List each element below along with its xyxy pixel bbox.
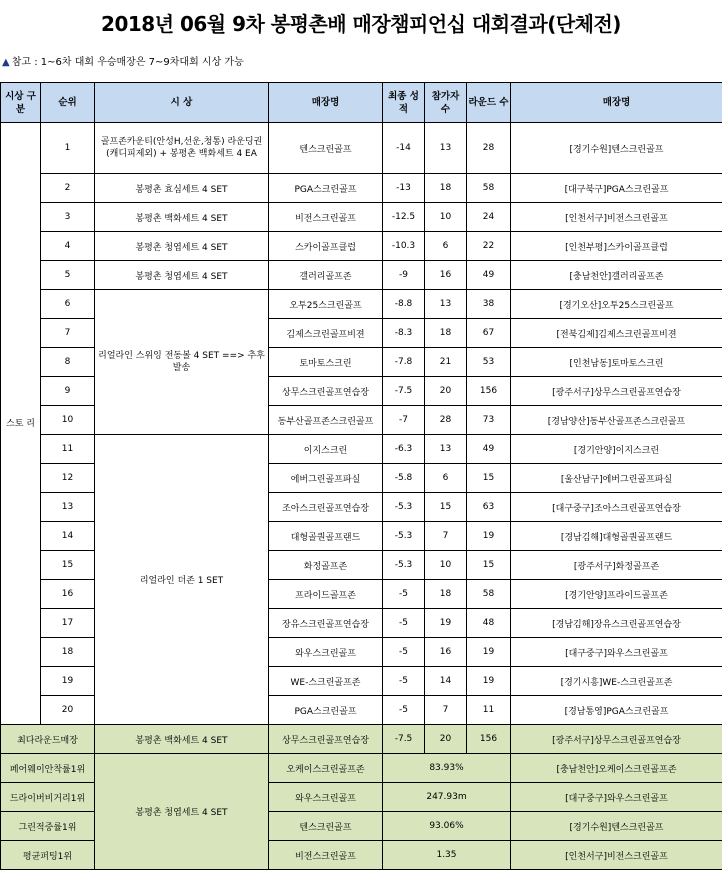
rounds-cell: 63 xyxy=(467,493,511,522)
prize-cell: 봉평촌 청엽세트 4 SET xyxy=(95,754,269,870)
header-rank: 순위 xyxy=(41,83,95,123)
value-cell: 1.35 xyxy=(383,841,511,870)
store-full-cell: [인천서구]비전스크린골프 xyxy=(511,841,722,870)
prize-cell: 골프존카운티(안성H,선운,청통) 라운딩권(캐디피제외) + 봉평촌 백화세트 4 EA xyxy=(95,123,269,174)
score-cell: -12.5 xyxy=(383,203,425,232)
rank-cell: 20 xyxy=(41,696,95,725)
score-cell: -6.3 xyxy=(383,435,425,464)
score-cell: -14 xyxy=(383,123,425,174)
score-cell: -5 xyxy=(383,609,425,638)
participants-cell: 21 xyxy=(425,348,467,377)
participants-cell: 19 xyxy=(425,609,467,638)
participants-cell: 18 xyxy=(425,319,467,348)
score-cell: -5 xyxy=(383,638,425,667)
table-row xyxy=(1,174,722,203)
store-cell: 화정골프존 xyxy=(269,551,383,580)
store-cell: 장유스크린골프연습장 xyxy=(269,609,383,638)
prize-cell: 리얼라인 더존 1 SET xyxy=(95,435,269,725)
header-rounds: 라운드 수 xyxy=(467,83,511,123)
score-cell: -5.8 xyxy=(383,464,425,493)
store-full-cell: [전북김제]김제스크린골프비젼 xyxy=(511,319,722,348)
category-cell: 최다라운드매장 xyxy=(1,725,95,754)
score-cell: -7 xyxy=(383,406,425,435)
table-row xyxy=(1,232,722,261)
note-label: 참고 : 1~6차 대회 우승매장은 7~9차대회 시상 가능 xyxy=(11,57,244,68)
store-full-cell: [경남김해]장유스크린골프연습장 xyxy=(511,609,722,638)
rank-cell: 9 xyxy=(41,377,95,406)
table-row xyxy=(1,435,722,464)
table-row xyxy=(1,290,722,319)
rank-cell: 15 xyxy=(41,551,95,580)
header-prize: 시 상 xyxy=(95,83,269,123)
rank-cell: 11 xyxy=(41,435,95,464)
rounds-cell: 156 xyxy=(467,725,511,754)
score-cell: -5 xyxy=(383,667,425,696)
rank-cell: 3 xyxy=(41,203,95,232)
store-cell: 에버그린골프파실 xyxy=(269,464,383,493)
rounds-cell: 19 xyxy=(467,638,511,667)
rank-cell: 8 xyxy=(41,348,95,377)
participants-cell: 14 xyxy=(425,667,467,696)
store-full-cell: [경남양산]동부산골프존스크린골프 xyxy=(511,406,722,435)
rounds-cell: 28 xyxy=(467,123,511,174)
rank-cell: 17 xyxy=(41,609,95,638)
header-store: 매장명 xyxy=(269,83,383,123)
store-cell: 와우스크린골프 xyxy=(269,783,383,812)
score-cell: -5 xyxy=(383,580,425,609)
store-cell: WE-스크린골프존 xyxy=(269,667,383,696)
participants-cell: 13 xyxy=(425,123,467,174)
rounds-cell: 11 xyxy=(467,696,511,725)
header-store-full: 매장명 xyxy=(511,83,722,123)
participants-cell: 10 xyxy=(425,203,467,232)
store-cell: 오투25스크린골프 xyxy=(269,290,383,319)
rank-cell: 10 xyxy=(41,406,95,435)
category-cell: 평균퍼팅1위 xyxy=(1,841,95,870)
store-cell: 이지스크린 xyxy=(269,435,383,464)
score-cell: -7.5 xyxy=(383,377,425,406)
store-cell: 동부산골프존스크린골프 xyxy=(269,406,383,435)
store-cell: PGA스크린골프 xyxy=(269,174,383,203)
store-cell: 프라이드골프존 xyxy=(269,580,383,609)
store-full-cell: [경기안양]프라이드골프존 xyxy=(511,580,722,609)
score-cell: -7.8 xyxy=(383,348,425,377)
store-full-cell: [경기시흥]WE-스크린골프존 xyxy=(511,667,722,696)
rounds-cell: 15 xyxy=(467,551,511,580)
rounds-cell: 19 xyxy=(467,522,511,551)
category-cell: 그린적중률1위 xyxy=(1,812,95,841)
rounds-cell: 48 xyxy=(467,609,511,638)
score-cell: -10.3 xyxy=(383,232,425,261)
store-full-cell: [대구북구]PGA스크린골프 xyxy=(511,174,722,203)
header-category: 시상 구분 xyxy=(1,83,41,123)
store-full-cell: [경기안양]이지스크린 xyxy=(511,435,722,464)
rank-cell: 19 xyxy=(41,667,95,696)
store-full-cell: [광주서구]상무스크린골프연습장 xyxy=(511,377,722,406)
store-full-cell: [인천서구]비전스크린골프 xyxy=(511,203,722,232)
note-marker-icon: ▲ xyxy=(2,57,10,68)
rank-cell: 13 xyxy=(41,493,95,522)
participants-cell: 7 xyxy=(425,696,467,725)
participants-cell: 18 xyxy=(425,174,467,203)
category-cell: 드라이버비거리1위 xyxy=(1,783,95,812)
most-rounds-row xyxy=(1,725,722,754)
score-cell: -5 xyxy=(383,696,425,725)
table-row xyxy=(1,261,722,290)
header-score: 최종 성적 xyxy=(383,83,425,123)
participants-cell: 18 xyxy=(425,580,467,609)
participants-cell: 20 xyxy=(425,377,467,406)
score-cell: -9 xyxy=(383,261,425,290)
store-cell: 와우스크린골프 xyxy=(269,638,383,667)
rank-cell: 14 xyxy=(41,522,95,551)
store-full-cell: [경기오산]오투25스크린골프 xyxy=(511,290,722,319)
store-cell: 비전스크린골프 xyxy=(269,203,383,232)
store-full-cell: [인천부평]스카이골프클럽 xyxy=(511,232,722,261)
store-cell: 비전스크린골프 xyxy=(269,841,383,870)
store-full-cell: [인천남동]토마토스크린 xyxy=(511,348,722,377)
note-text xyxy=(0,48,722,74)
participants-cell: 16 xyxy=(425,638,467,667)
store-full-cell: [광주서구]화정골프존 xyxy=(511,551,722,580)
results-table xyxy=(0,82,722,870)
rounds-cell: 24 xyxy=(467,203,511,232)
store-cell: 스카이골프클럽 xyxy=(269,232,383,261)
rounds-cell: 58 xyxy=(467,580,511,609)
score-cell: -5.3 xyxy=(383,522,425,551)
prize-cell: 봉평촌 백화세트 4 SET xyxy=(95,203,269,232)
rank-cell: 18 xyxy=(41,638,95,667)
category-story: 스토 리 xyxy=(1,123,41,725)
prize-cell: 봉평촌 청엽세트 4 SET xyxy=(95,232,269,261)
store-cell: PGA스크린골프 xyxy=(269,696,383,725)
store-cell: 김제스크린골프비젼 xyxy=(269,319,383,348)
score-cell: -13 xyxy=(383,174,425,203)
store-cell: 텐스크린골프 xyxy=(269,812,383,841)
rank-cell: 1 xyxy=(41,123,95,174)
rounds-cell: 67 xyxy=(467,319,511,348)
rank-cell: 12 xyxy=(41,464,95,493)
participants-cell: 15 xyxy=(425,493,467,522)
value-cell: 83.93% xyxy=(383,754,511,783)
rounds-cell: 156 xyxy=(467,377,511,406)
prize-cell: 봉평촌 청엽세트 4 SET xyxy=(95,261,269,290)
award-row xyxy=(1,754,722,783)
store-cell: 대형골퀀골프랜드 xyxy=(269,522,383,551)
store-cell: 조아스크린골프연습장 xyxy=(269,493,383,522)
store-full-cell: [대구중구]조아스크린골프연습장 xyxy=(511,493,722,522)
prize-cell: 봉평촌 백화세트 4 SET xyxy=(95,725,269,754)
rounds-cell: 49 xyxy=(467,261,511,290)
store-full-cell: [대구중구]와우스크린골프 xyxy=(511,638,722,667)
rounds-cell: 19 xyxy=(467,667,511,696)
store-full-cell: [충남천안]오케이스크린골프존 xyxy=(511,754,722,783)
category-cell: 페어웨이안착률1위 xyxy=(1,754,95,783)
rounds-cell: 53 xyxy=(467,348,511,377)
participants-cell: 7 xyxy=(425,522,467,551)
participants-cell: 28 xyxy=(425,406,467,435)
score-cell: -8.3 xyxy=(383,319,425,348)
score-cell: -5.3 xyxy=(383,551,425,580)
rank-cell: 7 xyxy=(41,319,95,348)
participants-cell: 13 xyxy=(425,290,467,319)
rank-cell: 16 xyxy=(41,580,95,609)
header-row xyxy=(1,83,722,123)
rounds-cell: 73 xyxy=(467,406,511,435)
participants-cell: 20 xyxy=(425,725,467,754)
table-row xyxy=(1,203,722,232)
participants-cell: 13 xyxy=(425,435,467,464)
store-full-cell: [광주서구]상무스크린골프연습장 xyxy=(511,725,722,754)
participants-cell: 6 xyxy=(425,232,467,261)
store-cell: 오케이스크린골프존 xyxy=(269,754,383,783)
store-full-cell: [대구중구]와우스크린골프 xyxy=(511,783,722,812)
store-full-cell: [경남통영]PGA스크린골프 xyxy=(511,696,722,725)
store-cell: 상무스크린골프연습장 xyxy=(269,725,383,754)
header-participants: 참가자 수 xyxy=(425,83,467,123)
prize-cell: 리얼라인 스위잉 전동볼 4 SET ==> 추후발송 xyxy=(95,290,269,435)
rounds-cell: 22 xyxy=(467,232,511,261)
table-row xyxy=(1,123,722,174)
score-cell: -8.8 xyxy=(383,290,425,319)
rounds-cell: 58 xyxy=(467,174,511,203)
participants-cell: 10 xyxy=(425,551,467,580)
value-cell: 93.06% xyxy=(383,812,511,841)
participants-cell: 6 xyxy=(425,464,467,493)
page-title: 2018년 06월 9차 봉평촌배 매장챔피언십 대회결과(단체전) xyxy=(101,12,621,36)
store-cell: 갤러리골프존 xyxy=(269,261,383,290)
rank-cell: 2 xyxy=(41,174,95,203)
store-full-cell: [울산남구]에버그린골프파실 xyxy=(511,464,722,493)
store-cell: 상무스크린골프연습장 xyxy=(269,377,383,406)
rounds-cell: 38 xyxy=(467,290,511,319)
score-cell: -7.5 xyxy=(383,725,425,754)
rank-cell: 4 xyxy=(41,232,95,261)
rank-cell: 6 xyxy=(41,290,95,319)
store-full-cell: [충남천안]갤러리골프존 xyxy=(511,261,722,290)
participants-cell: 16 xyxy=(425,261,467,290)
rounds-cell: 49 xyxy=(467,435,511,464)
store-full-cell: [경남김해]대형골퀀골프랜드 xyxy=(511,522,722,551)
store-cell: 토마토스크린 xyxy=(269,348,383,377)
rounds-cell: 15 xyxy=(467,464,511,493)
score-cell: -5.3 xyxy=(383,493,425,522)
store-full-cell: [경기수원]텐스크린골프 xyxy=(511,123,722,174)
value-cell: 247.93m xyxy=(383,783,511,812)
store-cell: 텐스크린골프 xyxy=(269,123,383,174)
store-full-cell: [경기수원]텐스크린골프 xyxy=(511,812,722,841)
rank-cell: 5 xyxy=(41,261,95,290)
prize-cell: 봉평촌 효심세트 4 SET xyxy=(95,174,269,203)
